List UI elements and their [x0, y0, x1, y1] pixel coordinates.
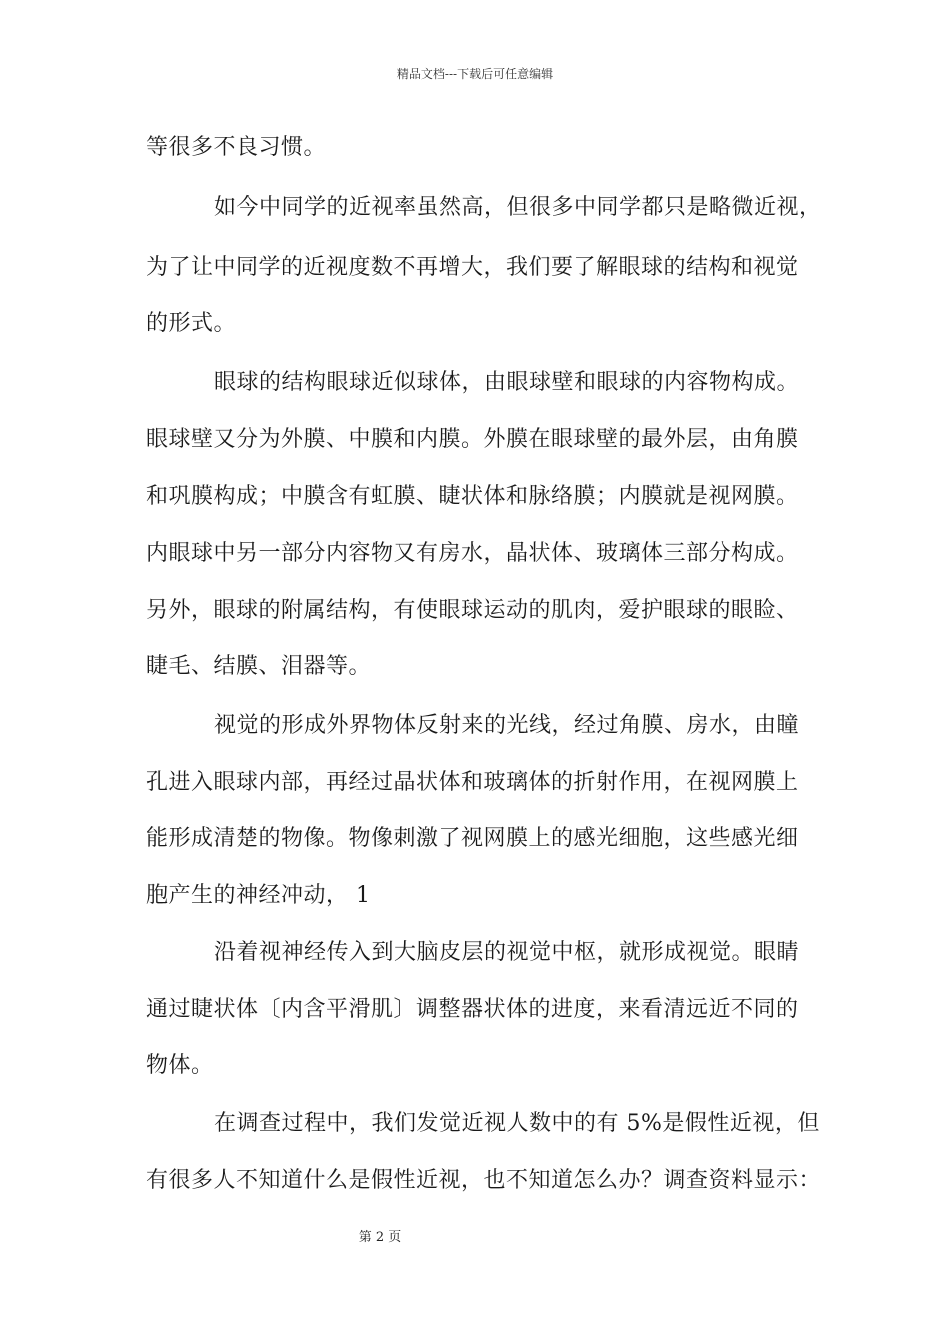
- text-line: 能形成清楚的物像。物像刺激了视网膜上的感光细胞，这些感光细: [146, 826, 799, 851]
- text-line: 睫毛、结膜、泪器等。: [146, 654, 372, 679]
- text-line: 为了让中同学的近视度数不再增大，我们要了解眼球的结构和视觉: [146, 255, 799, 280]
- text-line: 在调查过程中，我们发觉近视人数中的有 5%是假性近视，但: [214, 1111, 820, 1136]
- text-line: 等很多不良习惯。: [146, 135, 327, 160]
- page-number: 第 2 页: [358, 1230, 402, 1245]
- text-line: 如今中同学的近视率虽然高，但很多中同学都只是略微近视，: [214, 195, 822, 220]
- text-line: 眼球的结构眼球近似球体，由眼球壁和眼球的内容物构成。: [214, 370, 800, 395]
- text-line: 眼球壁又分为外膜、中膜和内膜。外膜在眼球壁的最外层，由角膜: [146, 427, 799, 452]
- page-header: 精品文档---下载后可任意编辑: [396, 67, 554, 81]
- text-line: 沿着视神经传入到大脑皮层的视觉中枢，就形成视觉。眼睛: [214, 940, 800, 965]
- text-line: 内眼球中另一部分内容物又有房水，晶状体、玻璃体三部分构成。: [146, 541, 799, 566]
- text-line: 另外，眼球的附属结构，有使眼球运动的肌肉，爱护眼球的眼睑、: [146, 598, 799, 623]
- text-line: 物体。: [146, 1053, 214, 1078]
- text-line: 的形式。: [146, 311, 237, 336]
- text-line: 视觉的形成外界物体反射来的光线，经过角膜、房水，由瞳: [214, 713, 800, 738]
- text-line: 孔进入眼球内部，再经过晶状体和玻璃体的折射作用，在视网膜上: [146, 770, 799, 795]
- text-line: 有很多人不知道什么是假性近视，也不知道怎么办？调查资料显示：: [146, 1168, 822, 1193]
- text-line: 和巩膜构成；中膜含有虹膜、睫状体和脉络膜；内膜就是视网膜。: [146, 484, 799, 509]
- text-line: 通过睫状体〔内含平滑肌〕调整器状体的进度，来看清远近不同的: [146, 997, 799, 1022]
- text-line: 胞产生的神经冲动， 1: [146, 883, 371, 908]
